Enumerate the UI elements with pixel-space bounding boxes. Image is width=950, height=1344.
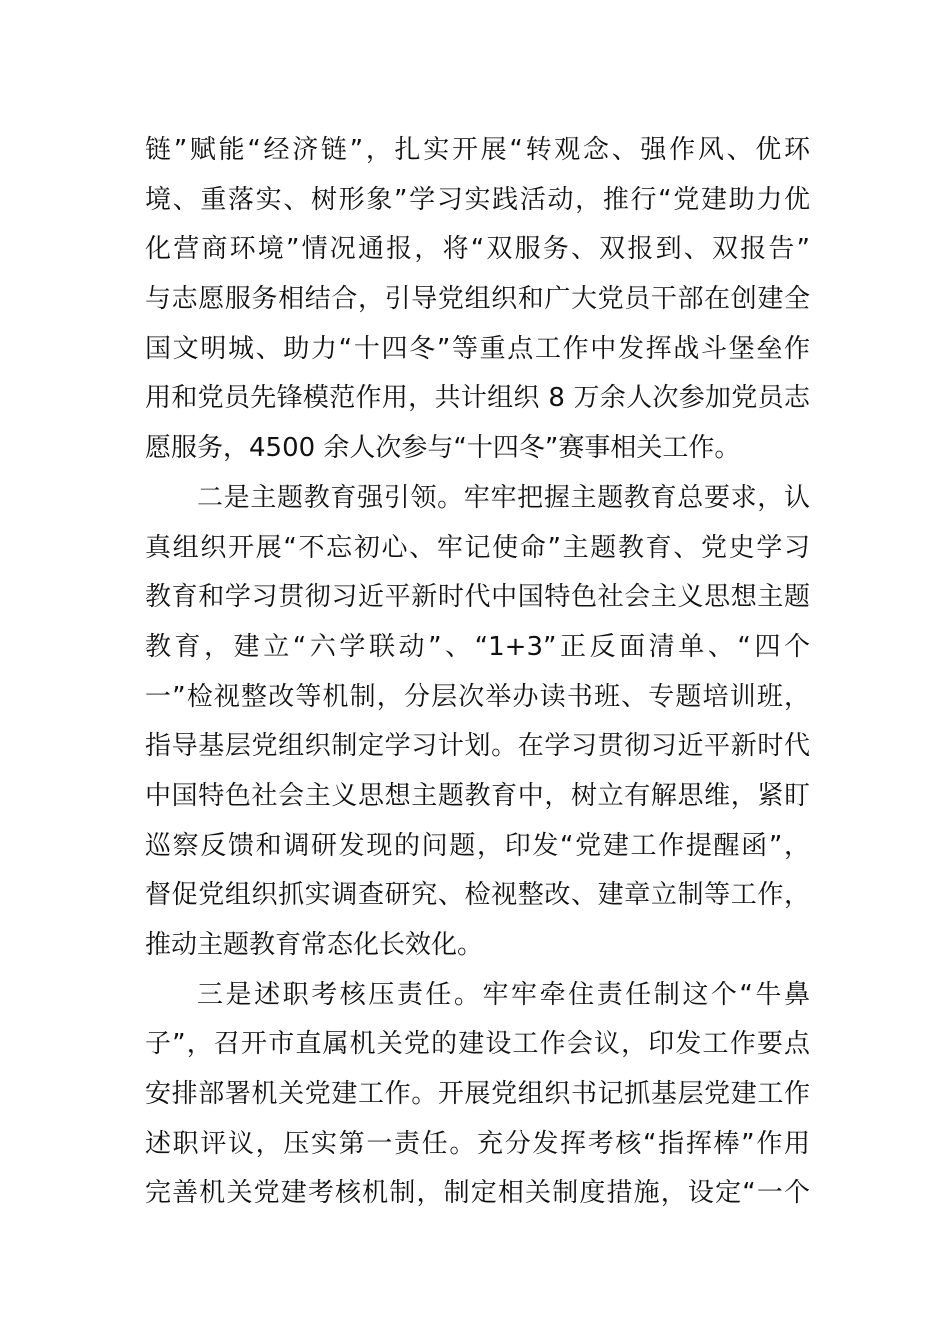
text-line: 与志愿服务相结合，引导党组织和广大党员干部在创建全	[145, 284, 810, 314]
text-line: 真组织开展“不忘初心、牢记使命”主题教育、党史学习	[145, 533, 810, 563]
text-line: 指导基层党组织制定学习计划。在学习贯彻习近平新时代	[145, 731, 810, 761]
text-line: 巡察反馈和调研发现的问题，印发“党建工作提醒函”，	[145, 831, 810, 861]
text-line: 愿服务，4500 余人次参与“十四冬”赛事相关工作。	[145, 433, 741, 463]
text-line: 述职评议，压实第一责任。充分发挥考核“指挥棒”作用	[145, 1129, 810, 1159]
text-line: 用和党员先锋模范作用，共计组织 8 万余人次参加党员志	[145, 383, 810, 413]
paragraph-first-line: 三是述职考核压责任。牢牢牵住责任制这个“牛鼻	[197, 980, 810, 1010]
text-line: 中国特色社会主义思想主题教育中，树立有解思维，紧盯	[145, 781, 810, 811]
paragraph-first-line: 二是主题教育强引领。牢牢把握主题教育总要求，认	[197, 483, 810, 513]
text-line: 督促党组织抓实调查研究、检视整改、建章立制等工作，	[145, 880, 810, 910]
text-line: 化营商环境”情况通报，将“双服务、双报到、双报告”	[145, 234, 810, 264]
text-line: 子”，召开市直属机关党的建设工作会议，印发工作要点	[145, 1029, 810, 1059]
text-line: 教育和学习贯彻习近平新时代中国特色社会主义思想主题	[145, 582, 810, 612]
text-line: 链”赋能“经济链”，扎实开展“转观念、强作风、优环	[145, 135, 810, 165]
text-line: 一”检视整改等机制，分层次举办读书班、专题培训班，	[145, 682, 810, 712]
text-line: 境、重落实、树形象”学习实践活动，推行“党建助力优	[145, 185, 810, 215]
text-line: 国文明城、助力“十四冬”等重点工作中发挥战斗堡垒作	[145, 334, 810, 364]
text-line: 推动主题教育常态化长效化。	[145, 930, 484, 960]
text-line: 安排部署机关党建工作。开展党组织书记抓基层党建工作	[145, 1079, 810, 1109]
text-line: 完善机关党建考核机制，制定相关制度措施，设定“一个	[145, 1178, 810, 1208]
text-line: 教育，建立“六学联动”、“1+3”正反面清单、“四个	[145, 632, 810, 662]
